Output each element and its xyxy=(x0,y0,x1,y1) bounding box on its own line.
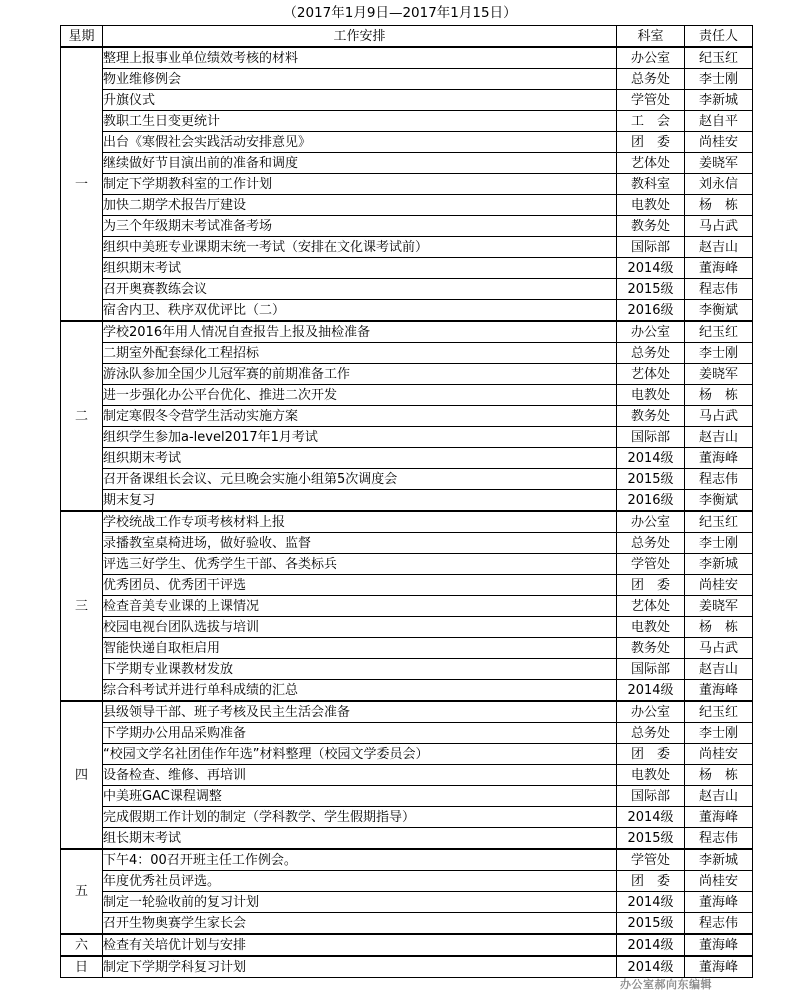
table-row xyxy=(61,195,753,216)
department-cell: 2015级 xyxy=(617,469,685,490)
task-cell: 组织期末考试 xyxy=(103,448,617,469)
person-cell: 马占武 xyxy=(685,406,753,427)
person-cell: 程志伟 xyxy=(685,828,753,850)
task-cell: 升旗仪式 xyxy=(103,90,617,111)
department-cell: 艺体处 xyxy=(617,364,685,385)
task-cell: 出台《寒假社会实践活动安排意见》 xyxy=(103,132,617,153)
table-row xyxy=(61,237,753,258)
department-cell: 学管处 xyxy=(617,554,685,575)
table-row xyxy=(61,153,753,174)
table-row xyxy=(61,427,753,448)
table-row xyxy=(61,744,753,765)
table-header-row xyxy=(61,26,753,48)
person-cell: 尚桂安 xyxy=(685,132,753,153)
table-row xyxy=(61,364,753,385)
task-cell: 县级领导干部、班子考核及民主生活会准备 xyxy=(103,701,617,723)
task-cell: “校园文学名社团佳作年选”材料整理（校园文学委员会） xyxy=(103,744,617,765)
person-cell: 董海峰 xyxy=(685,807,753,828)
person-cell: 李新城 xyxy=(685,90,753,111)
table-row xyxy=(61,596,753,617)
person-cell: 刘永信 xyxy=(685,174,753,195)
schedule-body xyxy=(61,47,753,978)
table-row xyxy=(61,343,753,364)
table-row xyxy=(61,490,753,512)
table-row xyxy=(61,680,753,702)
table-row xyxy=(61,132,753,153)
table-row xyxy=(61,765,753,786)
department-cell: 电教处 xyxy=(617,385,685,406)
table-row xyxy=(61,638,753,659)
department-cell: 教务处 xyxy=(617,406,685,427)
person-cell: 董海峰 xyxy=(685,892,753,913)
person-cell: 赵吉山 xyxy=(685,659,753,680)
header-day: 星期 xyxy=(61,26,103,48)
department-cell: 办公室 xyxy=(617,321,685,343)
department-cell: 2014级 xyxy=(617,934,685,956)
task-cell: 组长期末考试 xyxy=(103,828,617,850)
person-cell: 程志伟 xyxy=(685,913,753,935)
schedule-date-range: （2017年1月9日—2017年1月15日） xyxy=(283,5,517,21)
task-cell: 物业维修例会 xyxy=(103,69,617,90)
department-cell: 办公室 xyxy=(617,511,685,533)
person-cell: 董海峰 xyxy=(685,956,753,978)
person-cell: 杨 栋 xyxy=(685,765,753,786)
department-cell: 2015级 xyxy=(617,279,685,300)
task-cell: 中美班GAC课程调整 xyxy=(103,786,617,807)
department-cell: 学管处 xyxy=(617,849,685,871)
task-cell: 学校2016年用人情况自查报告上报及抽检准备 xyxy=(103,321,617,343)
table-row xyxy=(61,828,753,850)
person-cell: 纪玉红 xyxy=(685,321,753,343)
department-cell: 2014级 xyxy=(617,956,685,978)
table-row xyxy=(61,913,753,935)
department-cell: 总务处 xyxy=(617,533,685,554)
person-cell: 马占武 xyxy=(685,216,753,237)
department-cell: 团 委 xyxy=(617,575,685,596)
person-cell: 杨 栋 xyxy=(685,195,753,216)
department-cell: 艺体处 xyxy=(617,153,685,174)
department-cell: 电教处 xyxy=(617,195,685,216)
task-cell: 召开生物奥赛学生家长会 xyxy=(103,913,617,935)
task-cell: 加快二期学术报告厅建设 xyxy=(103,195,617,216)
task-cell: 组织中美班专业课期末统一考试（安排在文化课考试前） xyxy=(103,237,617,258)
weekday-cell: 五 xyxy=(61,849,103,934)
person-cell: 程志伟 xyxy=(685,469,753,490)
person-cell: 姜晓军 xyxy=(685,596,753,617)
person-cell: 董海峰 xyxy=(685,934,753,956)
table-row xyxy=(61,47,753,69)
table-row xyxy=(61,554,753,575)
weekday-cell: 六 xyxy=(61,934,103,956)
person-cell: 尚桂安 xyxy=(685,575,753,596)
department-cell: 总务处 xyxy=(617,69,685,90)
person-cell: 李士刚 xyxy=(685,723,753,744)
department-cell: 教科室 xyxy=(617,174,685,195)
task-cell: 二期室外配套绿化工程招标 xyxy=(103,343,617,364)
table-row xyxy=(61,90,753,111)
header-task: 工作安排 xyxy=(103,26,617,48)
person-cell: 董海峰 xyxy=(685,680,753,702)
department-cell: 电教处 xyxy=(617,617,685,638)
table-row xyxy=(61,786,753,807)
department-cell: 2014级 xyxy=(617,448,685,469)
person-cell: 李士刚 xyxy=(685,343,753,364)
department-cell: 2015级 xyxy=(617,913,685,935)
task-cell: 完成假期工作计划的制定（学科教学、学生假期指导） xyxy=(103,807,617,828)
department-cell: 2014级 xyxy=(617,807,685,828)
table-row xyxy=(61,258,753,279)
task-cell: 学校统战工作专项考核材料上报 xyxy=(103,511,617,533)
table-row xyxy=(61,469,753,490)
task-cell: 继续做好节目演出前的准备和调度 xyxy=(103,153,617,174)
task-cell: 智能快递自取柜启用 xyxy=(103,638,617,659)
table-row xyxy=(61,406,753,427)
person-cell: 姜晓军 xyxy=(685,153,753,174)
person-cell: 尚桂安 xyxy=(685,744,753,765)
person-cell: 董海峰 xyxy=(685,258,753,279)
task-cell: 进一步强化办公平台优化、推进二次开发 xyxy=(103,385,617,406)
department-cell: 团 委 xyxy=(617,744,685,765)
department-cell: 2015级 xyxy=(617,828,685,850)
person-cell: 马占武 xyxy=(685,638,753,659)
table-row xyxy=(61,511,753,533)
task-cell: 年度优秀社员评选。 xyxy=(103,871,617,892)
department-cell: 电教处 xyxy=(617,765,685,786)
department-cell: 总务处 xyxy=(617,723,685,744)
person-cell: 程志伟 xyxy=(685,279,753,300)
task-cell: 宿舍内卫、秩序双优评比（二） xyxy=(103,300,617,322)
department-cell: 2016级 xyxy=(617,300,685,322)
department-cell: 国际部 xyxy=(617,659,685,680)
department-cell: 2014级 xyxy=(617,892,685,913)
department-cell: 国际部 xyxy=(617,786,685,807)
task-cell: 制定一轮验收前的复习计划 xyxy=(103,892,617,913)
person-cell: 赵吉山 xyxy=(685,786,753,807)
table-row xyxy=(61,111,753,132)
table-row xyxy=(61,533,753,554)
person-cell: 董海峰 xyxy=(685,448,753,469)
table-row xyxy=(61,321,753,343)
weekday-cell: 四 xyxy=(61,701,103,849)
table-row xyxy=(61,300,753,322)
table-row xyxy=(61,617,753,638)
department-cell: 2014级 xyxy=(617,258,685,279)
person-cell: 赵自平 xyxy=(685,111,753,132)
department-cell: 团 委 xyxy=(617,132,685,153)
task-cell: 下学期办公用品采购准备 xyxy=(103,723,617,744)
person-cell: 李士刚 xyxy=(685,533,753,554)
department-cell: 工 会 xyxy=(617,111,685,132)
task-cell: 下午4：00召开班主任工作例会。 xyxy=(103,849,617,871)
table-row xyxy=(61,216,753,237)
weekday-cell: 一 xyxy=(61,47,103,321)
department-cell: 总务处 xyxy=(617,343,685,364)
person-cell: 李衡斌 xyxy=(685,490,753,512)
person-cell: 纪玉红 xyxy=(685,701,753,723)
person-cell: 赵吉山 xyxy=(685,237,753,258)
task-cell: 组织学生参加a-level2017年1月考试 xyxy=(103,427,617,448)
task-cell: 录播教室桌椅进场，做好验收、监督 xyxy=(103,533,617,554)
department-cell: 2016级 xyxy=(617,490,685,512)
person-cell: 纪玉红 xyxy=(685,47,753,69)
task-cell: 为三个年级期末考试准备考场 xyxy=(103,216,617,237)
table-row xyxy=(61,385,753,406)
table-row xyxy=(61,69,753,90)
task-cell: 评选三好学生、优秀学生干部、各类标兵 xyxy=(103,554,617,575)
person-cell: 杨 栋 xyxy=(685,385,753,406)
task-cell: 制定下学期教科室的工作计划 xyxy=(103,174,617,195)
person-cell: 赵吉山 xyxy=(685,427,753,448)
weekday-cell: 三 xyxy=(61,511,103,701)
person-cell: 李新城 xyxy=(685,849,753,871)
task-cell: 组织期末考试 xyxy=(103,258,617,279)
department-cell: 学管处 xyxy=(617,90,685,111)
weekday-cell: 二 xyxy=(61,321,103,511)
department-cell: 国际部 xyxy=(617,427,685,448)
task-cell: 下学期专业课教材发放 xyxy=(103,659,617,680)
header-dept: 科室 xyxy=(617,26,685,48)
table-row xyxy=(61,448,753,469)
person-cell: 尚桂安 xyxy=(685,871,753,892)
table-row xyxy=(61,892,753,913)
person-cell: 李士刚 xyxy=(685,69,753,90)
table-row xyxy=(61,807,753,828)
person-cell: 李新城 xyxy=(685,554,753,575)
table-row xyxy=(61,174,753,195)
table-row xyxy=(61,279,753,300)
task-cell: 优秀团员、优秀团干评选 xyxy=(103,575,617,596)
department-cell: 教务处 xyxy=(617,638,685,659)
weekday-cell: 日 xyxy=(61,956,103,978)
task-cell: 召开备课组长会议、元旦晚会实施小组第5次调度会 xyxy=(103,469,617,490)
department-cell: 教务处 xyxy=(617,216,685,237)
task-cell: 教职工生日变更统计 xyxy=(103,111,617,132)
header-person: 责任人 xyxy=(685,26,753,48)
task-cell: 游泳队参加全国少儿冠军赛的前期准备工作 xyxy=(103,364,617,385)
task-cell: 期末复习 xyxy=(103,490,617,512)
department-cell: 办公室 xyxy=(617,47,685,69)
task-cell: 检查有关培优计划与安排 xyxy=(103,934,617,956)
department-cell: 办公室 xyxy=(617,701,685,723)
table-row xyxy=(61,871,753,892)
editor-credit: 办公室郝向东编辑 xyxy=(620,978,712,991)
task-cell: 制定下学期学科复习计划 xyxy=(103,956,617,978)
person-cell: 纪玉红 xyxy=(685,511,753,533)
table-row xyxy=(61,723,753,744)
task-cell: 召开奥赛教练会议 xyxy=(103,279,617,300)
person-cell: 姜晓军 xyxy=(685,364,753,385)
table-row xyxy=(61,701,753,723)
table-row xyxy=(61,956,753,978)
task-cell: 设备检查、维修、再培训 xyxy=(103,765,617,786)
table-row xyxy=(61,659,753,680)
person-cell: 李衡斌 xyxy=(685,300,753,322)
weekly-schedule-table xyxy=(60,25,753,978)
department-cell: 艺体处 xyxy=(617,596,685,617)
task-cell: 综合科考试并进行单科成绩的汇总 xyxy=(103,680,617,702)
task-cell: 校园电视台团队选拔与培训 xyxy=(103,617,617,638)
department-cell: 国际部 xyxy=(617,237,685,258)
department-cell: 2014级 xyxy=(617,680,685,702)
person-cell: 杨 栋 xyxy=(685,617,753,638)
table-row xyxy=(61,934,753,956)
table-row xyxy=(61,575,753,596)
task-cell: 整理上报事业单位绩效考核的材料 xyxy=(103,47,617,69)
table-row xyxy=(61,849,753,871)
task-cell: 检查音美专业课的上课情况 xyxy=(103,596,617,617)
department-cell: 团 委 xyxy=(617,871,685,892)
task-cell: 制定寒假冬令营学生活动实施方案 xyxy=(103,406,617,427)
